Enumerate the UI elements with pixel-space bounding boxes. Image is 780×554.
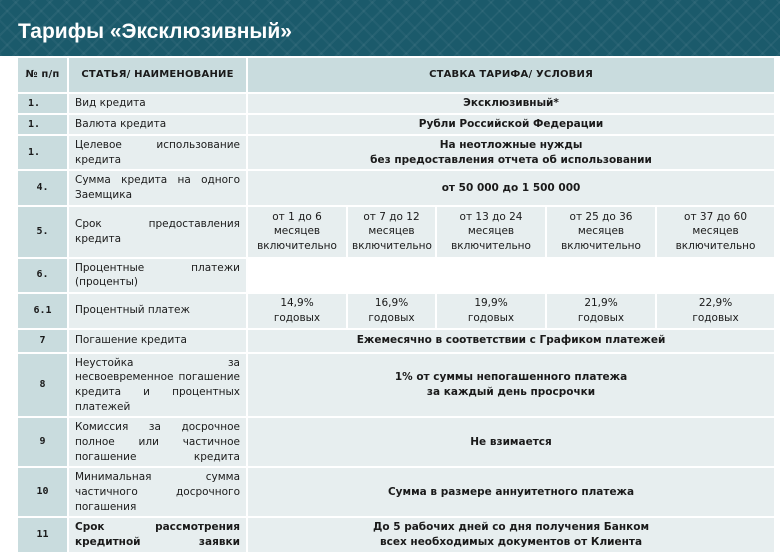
rate-cell [437, 294, 547, 329]
row-name: Комиссия за досрочное полное или частичное погашение кредита [69, 418, 248, 468]
term-line: от 7 до 12 [363, 210, 420, 223]
value-line: До 5 рабочих дней со дня получения Банком [373, 521, 650, 534]
row-value [248, 136, 776, 171]
rate-unit: годовых [467, 311, 515, 324]
value-line: без предоставления отчета об использовании [370, 153, 652, 166]
rate-value: 19,9% [474, 297, 508, 310]
term-line: месяцев [368, 225, 415, 238]
row-interest-rate [18, 294, 776, 329]
value-line: На неотложные нужды [439, 139, 583, 151]
term-line: от 13 до 24 [459, 210, 523, 223]
rate-value: 22,9% [698, 297, 733, 310]
row-value: Эксклюзивный* [248, 94, 776, 115]
rate-cell [547, 294, 657, 329]
value-line: 1% от суммы непогашенного платежа [394, 371, 628, 384]
row-term [18, 207, 776, 259]
term-period-cell [657, 207, 776, 259]
row-name: Процентный платеж [69, 294, 248, 329]
term-line: месяцев [273, 225, 321, 238]
row-name: Погашение кредита [69, 330, 248, 354]
row-credit-type [18, 94, 776, 115]
row-early-fee [18, 418, 776, 468]
term-line: от 37 до 60 [684, 210, 748, 223]
row-num: 7 [18, 330, 69, 354]
row-purpose [18, 136, 776, 171]
row-name: Сумма кредита на одного Заемщика [69, 171, 248, 206]
row-review-term [18, 518, 776, 553]
row-num: 9 [18, 418, 69, 468]
term-line: месяцев [692, 225, 739, 238]
title-banner [0, 0, 780, 56]
row-value [248, 518, 776, 553]
term-line: включительно [675, 240, 756, 253]
table-header-row [18, 58, 776, 94]
row-num: 11 [18, 518, 69, 553]
term-line: от 25 до 36 [569, 210, 633, 223]
row-value: Не взимается [248, 418, 776, 468]
row-name: Срок предоставления кредита [69, 207, 248, 259]
rate-unit: годовых [692, 311, 739, 324]
term-period-cell [348, 207, 437, 259]
row-num: 8 [18, 354, 69, 419]
row-name: Вид кредита [69, 94, 248, 115]
term-line: включительно [451, 240, 531, 253]
term-line: месяцев [577, 225, 625, 238]
rate-value: 16,9% [374, 297, 409, 310]
row-currency [18, 115, 776, 136]
header-name: СТАТЬЯ/ НАИМЕНОВАНИЕ [69, 58, 248, 94]
row-value: Ежемесячно в соответствии с Графиком платежей [248, 330, 776, 354]
rate-value: 14,9% [280, 297, 314, 310]
row-name: Срок рассмотрения кредитной заявки [69, 518, 248, 553]
term-line: включительно [561, 240, 641, 253]
row-value [248, 354, 776, 419]
row-min-partial [18, 468, 776, 518]
value-line: всех необходимых документов от Клиента [380, 536, 643, 549]
rate-cell [657, 294, 776, 329]
tariff-table [18, 58, 776, 554]
header-value: СТАВКА ТАРИФА/ УСЛОВИЯ [248, 58, 776, 94]
row-num: 1. [18, 94, 69, 115]
term-period-cell [437, 207, 547, 259]
row-name: Процентные платежи (проценты) [69, 259, 248, 294]
empty-cell [248, 259, 776, 294]
rate-unit: годовых [368, 311, 415, 324]
row-name: Минимальная сумма частичного досрочного погашения [69, 468, 248, 518]
row-num: 5. [18, 207, 69, 259]
term-line: от 1 до 6 [272, 210, 322, 223]
row-interest-payments [18, 259, 776, 294]
value-line: за каждый день просрочки [426, 385, 596, 398]
rate-cell [348, 294, 437, 329]
row-num: 10 [18, 468, 69, 518]
row-name: Валюта кредита [69, 115, 248, 136]
rate-value: 21,9% [584, 297, 618, 310]
page-title: Тарифы «Эксклюзивный» [18, 20, 292, 43]
row-amount [18, 171, 776, 206]
row-value: Сумма в размере аннуитетного платежа [248, 468, 776, 518]
term-line: включительно [352, 240, 432, 253]
row-repayment [18, 330, 776, 354]
row-num: 1. [18, 115, 69, 136]
term-period-cell [547, 207, 657, 259]
row-value: Рубли Российской Федерации [248, 115, 776, 136]
row-num: 1. [18, 136, 69, 171]
term-line: месяцев [467, 225, 515, 238]
row-value: от 50 000 до 1 500 000 [248, 171, 776, 206]
rate-cell [248, 294, 348, 329]
row-name: Целевое использование кредита [69, 136, 248, 171]
row-penalty [18, 354, 776, 419]
row-num: 4. [18, 171, 69, 206]
term-line: включительно [257, 240, 337, 253]
row-name: Неустойка за несвоевременное погашение кредита и процентных платежей [69, 354, 248, 419]
rate-unit: годовых [273, 311, 321, 324]
row-num: 6.1 [18, 294, 69, 329]
header-num: № п/п [18, 58, 69, 94]
term-period-cell [248, 207, 348, 259]
row-num: 6. [18, 259, 69, 294]
rate-unit: годовых [577, 311, 625, 324]
